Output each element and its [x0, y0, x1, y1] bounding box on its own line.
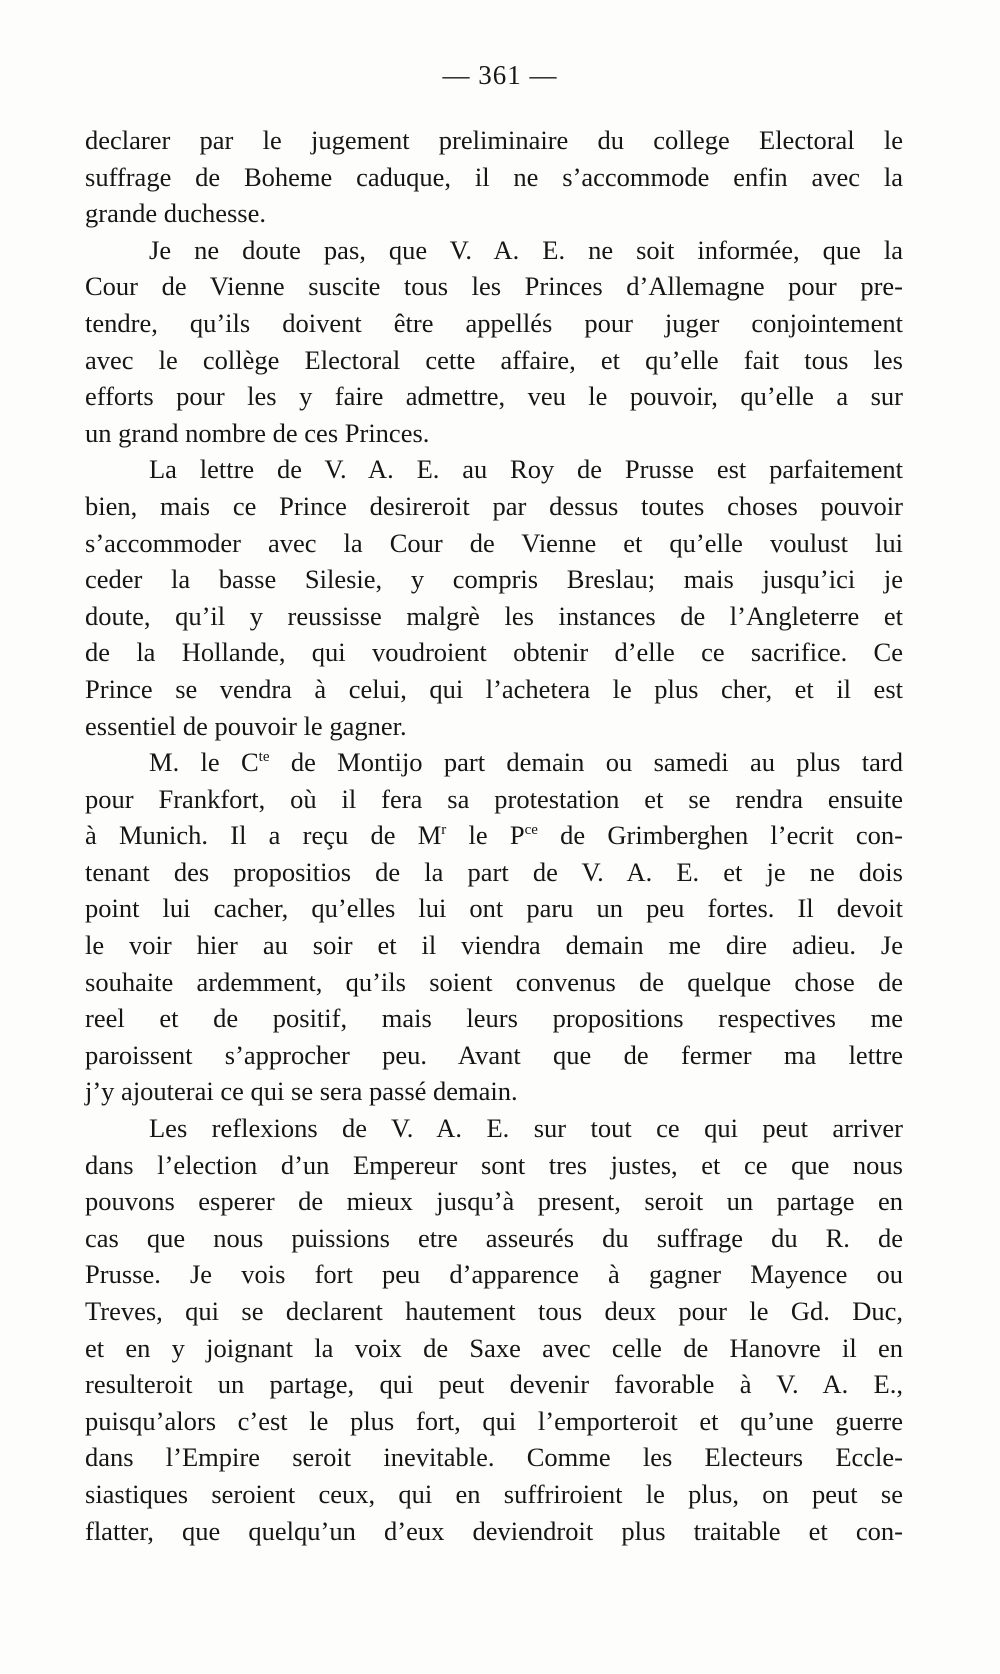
text-line: avec le collège Electoral cette affaire, et qu’elle fait tous les: [85, 344, 903, 375]
text-line: dans l’election d’un Empereur sont tres justes, et ce que nous: [85, 1149, 903, 1180]
text-line: [85, 817, 903, 854]
text-line: le voir hier au soir et il viendra demain me dire adieu. Je: [85, 930, 903, 961]
text-segment: de Montijo part demain ou samedi au plus tard: [269, 747, 903, 778]
text-line: bien, mais ce Prince desireroit par dessus toutes choses pouvoir: [85, 490, 903, 521]
text-line: essentiel de pouvoir le gagner.: [85, 710, 407, 741]
superscript: te: [258, 749, 270, 766]
text-line: et en y joignant la voix de Saxe avec celle de Hanovre il en: [85, 1332, 903, 1363]
text-segment: le P: [446, 820, 525, 851]
text-line: doute, qu’il y reussisse malgrè les instances de l’Angleterre et: [85, 600, 903, 631]
text-line: Prusse. Je vois fort peu d’apparence à gagner Mayence ou: [85, 1259, 903, 1290]
text-line: Treves, qui se declarent hautement tous deux pour le Gd. Duc,: [85, 1296, 903, 1326]
superscript: ce: [524, 822, 538, 839]
text-line: pour Frankfort, où il fera sa protestation et se rendra ensuite: [85, 783, 903, 814]
text-line: point lui cacher, qu’elles lui ont paru un peu fortes. Il devoit: [85, 893, 903, 924]
text-line: flatter, que quelqu’un d’eux deviendroit plus traitable et con-: [85, 1515, 903, 1546]
text-line: dans l’Empire seroit inevitable. Comme les Electeurs Eccle-: [85, 1442, 903, 1473]
text-line: s’accommoder avec la Cour de Vienne et qu’elle voulust lui: [85, 527, 903, 558]
text-line: souhaite ardemment, qu’ils soient convenus de quelque chose de: [85, 966, 903, 997]
text-line: j’y ajouterai ce qui se sera passé demain.: [85, 1076, 518, 1107]
superscript: r: [441, 822, 447, 839]
text-line: suffrage de Boheme caduque, il ne s’accommode enfin avec la: [85, 161, 903, 192]
text-line: paroissent s’approcher peu. Avant que de fermer ma lettre: [85, 1039, 903, 1070]
page-number: — 361 —: [442, 60, 558, 90]
body-text: [85, 122, 903, 1549]
text-line: Les reflexions de V. A. E. sur tout ce qui peut arriver: [149, 1113, 903, 1144]
text-line: tenant des propositios de la part de V. A. E. et je ne dois: [85, 856, 903, 887]
text-line: pouvons esperer de mieux jusqu’à present, seroit un partage en: [85, 1186, 903, 1217]
text-line: ceder la basse Silesie, y compris Breslau; mais jusqu’ici je: [85, 564, 903, 595]
text-line: un grand nombre de ces Princes.: [85, 417, 430, 448]
text-line: efforts pour les y faire admettre, veu le pouvoir, qu’elle a sur: [85, 381, 903, 412]
text-segment: M. le C: [149, 747, 259, 778]
text-line: La lettre de V. A. E. au Roy de Prusse est parfaitement: [149, 454, 903, 485]
text-line: grande duchesse.: [85, 198, 267, 229]
text-line: cas que nous puissions etre asseurés du suffrage du R. de: [85, 1222, 903, 1253]
text-line: siastiques seroient ceux, qui en suffriroient le plus, on peut se: [85, 1478, 903, 1509]
text-segment: de Grimberghen l’ecrit con-: [537, 820, 903, 851]
text-line: reel et de positif, mais leurs propositions respectives me: [85, 1003, 903, 1034]
text-line: tendre, qu’ils doivent être appellés pour juger conjointement: [85, 307, 903, 338]
text-line: Je ne doute pas, que V. A. E. ne soit informée, que la: [149, 234, 903, 265]
text-line: de la Hollande, qui voudroient obtenir d’elle ce sacrifice. Ce: [85, 637, 903, 668]
text-line: resulteroit un partage, qui peut devenir favorable à V. A. E.,: [85, 1369, 903, 1400]
text-line: Prince se vendra à celui, qui l’achetera le plus cher, et il est: [85, 673, 903, 704]
text-segment: à Munich. Il a reçu de M: [85, 820, 442, 851]
text-line: puisqu’alors c’est le plus fort, qui l’emporteroit et qu’une guerre: [85, 1405, 903, 1436]
text-line: declarer par le jugement preliminaire du college Electoral le: [85, 125, 903, 155]
text-line: [85, 744, 903, 781]
text-line: Cour de Vienne suscite tous les Princes d’Allemagne pour pre-: [85, 271, 903, 302]
